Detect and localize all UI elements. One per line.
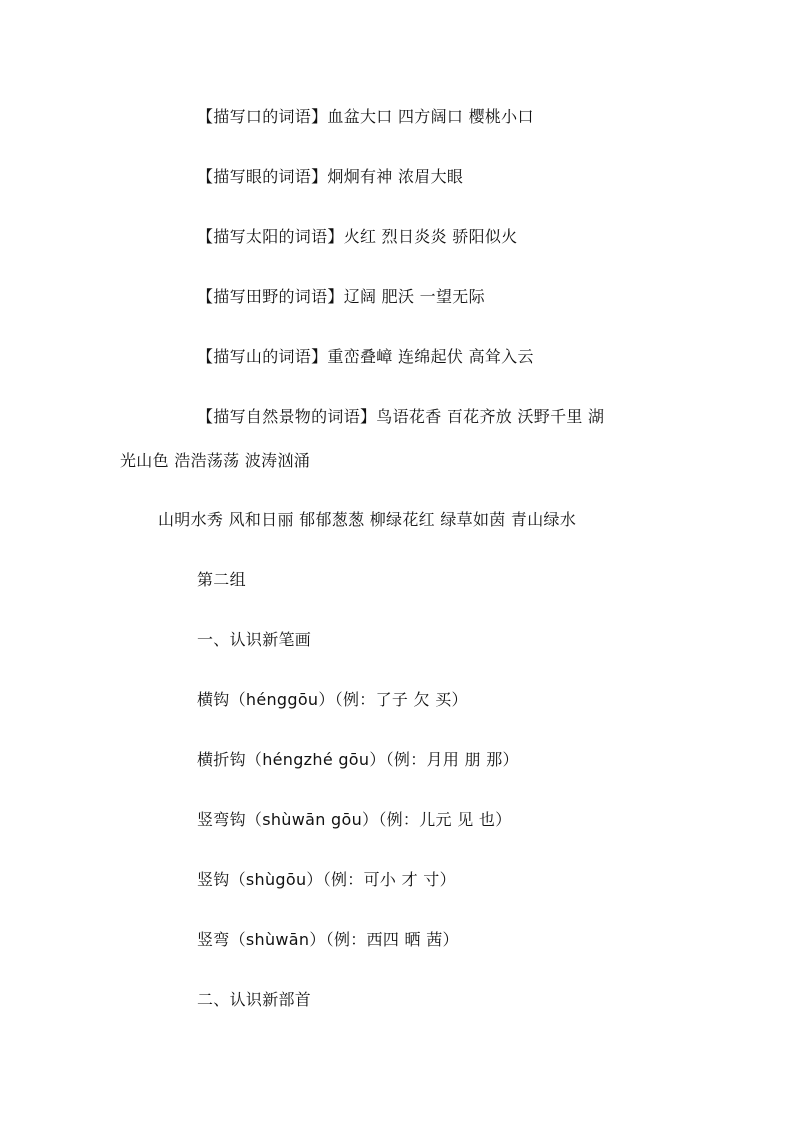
nature-words-line-cont: 光山色 浩浩荡荡 波涛汹涌 — [120, 451, 311, 470]
mountain-words-line: 【描写山的词语】重峦叠嶂 连绵起伏 高耸入云 — [197, 347, 534, 366]
mouth-words-line: 【描写口的词语】血盆大口 四方阔口 樱桃小口 — [197, 107, 534, 126]
eye-words-line: 【描写眼的词语】炯炯有神 浓眉大眼 — [197, 167, 464, 186]
stroke-shugou: 竖钩（shùgōu）（例：可小 才 寸） — [197, 870, 456, 889]
nature-words-line: 【描写自然景物的词语】鸟语花香 百花齐放 沃野千里 湖 — [197, 407, 605, 426]
group-two-heading: 第二组 — [197, 570, 246, 589]
sun-words-line: 【描写太阳的词语】火红 烈日炎炎 骄阳似火 — [197, 227, 518, 246]
new-strokes-heading: 一、认识新笔画 — [197, 630, 312, 649]
stroke-shuwan: 竖弯（shùwān）（例：西四 晒 茜） — [197, 930, 459, 949]
stroke-hengzhegou: 横折钩（héngzhé gōu）（例：月用 朋 那） — [197, 750, 519, 769]
stroke-henggou: 横钩（hénggōu）（例：了子 欠 买） — [197, 690, 468, 709]
new-radicals-heading: 二、认识新部首 — [197, 990, 312, 1009]
field-words-line: 【描写田野的词语】辽阔 肥沃 一望无际 — [197, 287, 485, 306]
scenery-words-line: 山明水秀 风和日丽 郁郁葱葱 柳绿花红 绿草如茵 青山绿水 — [158, 510, 577, 529]
stroke-shuwangou: 竖弯钩（shùwān gōu）（例：儿元 见 也） — [197, 810, 512, 829]
